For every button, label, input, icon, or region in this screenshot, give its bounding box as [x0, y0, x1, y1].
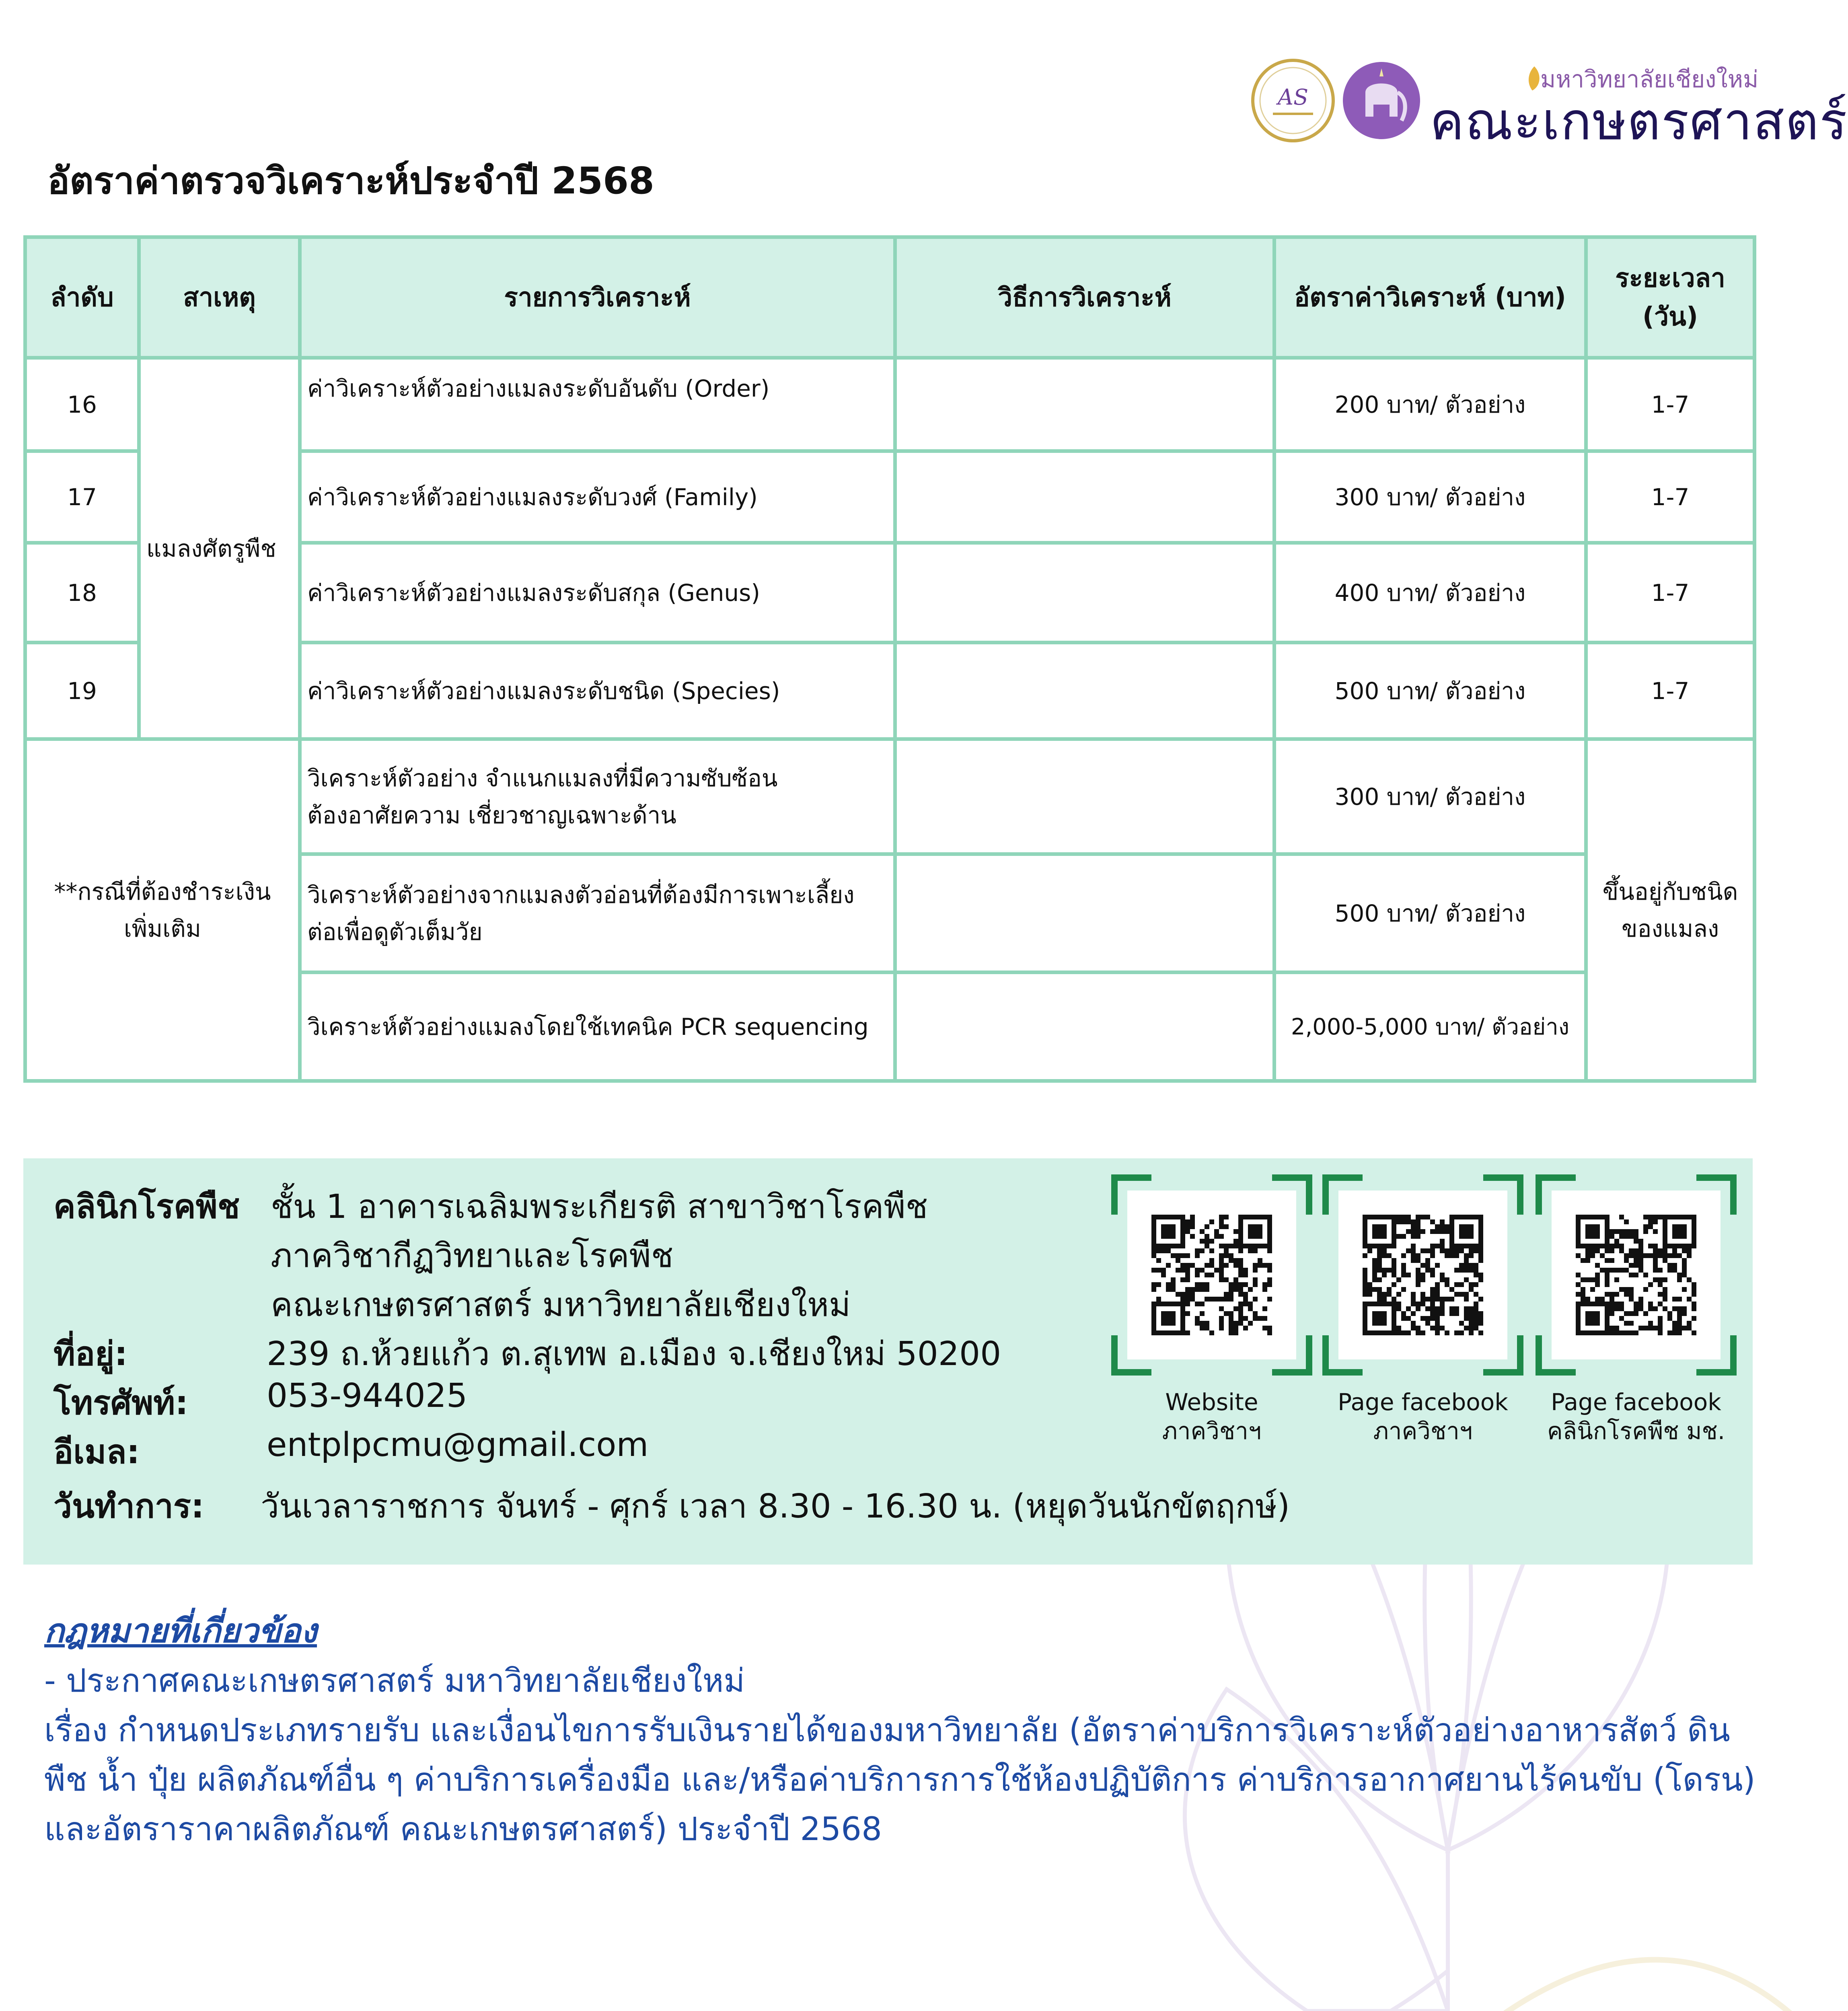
address-value: 239 ถ.ห้วยแก้ว ต.สุเทพ อ.เมือง จ.เชียงใหม่ 50200 — [267, 1335, 1001, 1373]
row-extra-group — [25, 739, 300, 1081]
row-days: 1-7 — [1586, 451, 1755, 543]
col-header-item: รายการวิเคราะห์ — [300, 237, 895, 358]
col-header-period-line1: ระยะเวลา — [1615, 263, 1725, 293]
legal-line1: - ประกาศคณะเกษตรศาสตร์ มหาวิทยาลัยเชียงใหม่ — [44, 1662, 745, 1699]
col-header-rate: อัตราค่าวิเคราะห์ (บาท) — [1274, 237, 1586, 358]
qr-caption-line2: ภาควิชาฯ — [1373, 1417, 1473, 1445]
table-header-row — [25, 237, 1755, 358]
qr-caption-line2: คลินิกโรคพืช มช. — [1547, 1417, 1725, 1445]
extra-days-line2: ของแมลง — [1621, 915, 1719, 942]
row-item: วิเคราะห์ตัวอย่างแมลงโดยใช้เทคนิค PCR sequencing — [300, 973, 895, 1081]
clinic-info-panel — [23, 1158, 1753, 1565]
hours-value: วันเวลาราชการ จันทร์ - ศุกร์ เวลา 8.30 - 16.30 น. (หยุดวันนักขัตฤกษ์) — [261, 1487, 1290, 1526]
email-value[interactable]: entplpcmu@gmail.com — [267, 1426, 649, 1464]
row-cause: แมลงศัตรูพืช — [139, 358, 300, 739]
row-rate: 500 บาท/ ตัวอย่าง — [1274, 854, 1586, 973]
col-header-cause: สาเหตุ — [139, 237, 300, 358]
fee-table — [23, 235, 1756, 1083]
row-rate: 200 บาท/ ตัวอย่าง — [1274, 358, 1586, 451]
qr-caption-line2: ภาควิชาฯ — [1162, 1417, 1262, 1445]
table-row — [25, 358, 1755, 451]
row-no: 16 — [25, 358, 139, 451]
row-days: 1-7 — [1586, 543, 1755, 643]
qr-code-website-icon[interactable] — [1111, 1174, 1312, 1376]
row-method — [895, 739, 1274, 854]
row-item — [300, 854, 895, 973]
row-method — [895, 854, 1274, 973]
legal-line4: และอัตราราคาผลิตภัณฑ์ คณะเกษตรศาสตร์) ประจำปี 2568 — [44, 1810, 882, 1848]
qr-caption-line1: Page facebook — [1338, 1388, 1508, 1416]
row-item-line1: วิเคราะห์ตัวอย่างจากแมลงตัวอ่อนที่ต้องมีการเพาะเลี้ยง — [307, 881, 855, 909]
table-row — [25, 739, 1755, 854]
qr-code-facebook-clinic-icon[interactable] — [1536, 1174, 1737, 1376]
row-rate: 2,000-5,000 บาท/ ตัวอย่าง — [1274, 973, 1586, 1081]
svg-text:AS: AS — [1278, 84, 1308, 110]
qr-caption-line1: Website — [1165, 1388, 1258, 1416]
clinic-line3: คณะเกษตรศาสตร์ มหาวิทยาลัยเชียงใหม่ — [271, 1286, 851, 1324]
qr-caption-facebook-clinic — [1536, 1388, 1737, 1446]
row-no: 19 — [25, 643, 139, 739]
row-item — [300, 739, 895, 854]
extra-group-line1: **กรณีที่ต้องชำระเงิน — [54, 878, 271, 905]
extra-group-line2: เพิ่มเติม — [123, 915, 201, 942]
legal-heading: กฎหมายที่เกี่ยวข้อง — [44, 1612, 317, 1650]
row-item-line1: วิเคราะห์ตัวอย่าง จำแนกแมลงที่มีความซับซ้อน — [307, 764, 778, 792]
row-item: ค่าวิเคราะห์ตัวอย่างแมลงระดับสกุล (Genus) — [300, 543, 895, 643]
col-header-period — [1586, 237, 1755, 358]
row-method — [895, 543, 1274, 643]
faculty-elephant-logo-icon — [1341, 60, 1422, 141]
row-method — [895, 451, 1274, 543]
page-title: อัตราค่าตรวจวิเคราะห์ประจำปี 2568 — [47, 159, 655, 202]
row-item: ค่าวิเคราะห์ตัวอย่างแมลงระดับชนิด (Species) — [300, 643, 895, 739]
row-method — [895, 358, 1274, 451]
row-extra-days — [1586, 739, 1755, 1081]
qr-caption-line1: Page facebook — [1551, 1388, 1721, 1416]
col-header-period-line2: (วัน) — [1642, 302, 1698, 332]
extra-days-line1: ขึ้นอยู่กับชนิด — [1602, 878, 1738, 905]
address-label: ที่อยู่: — [53, 1335, 128, 1373]
row-rate: 500 บาท/ ตัวอย่าง — [1274, 643, 1586, 739]
asea-logo-icon — [1249, 56, 1337, 145]
legal-line2: เรื่อง กำหนดประเภทรายรับ และเงื่อนไขการรับเงินรายได้ของมหาวิทยาลัย (อัตราค่าบริการวิเคราะห์ตัวอย่างอาหารสัตว์ ดิน — [44, 1711, 1730, 1749]
col-header-no: ลำดับ — [25, 237, 139, 358]
clinic-line1: ชั้น 1 อาคารเฉลิมพระเกียรติ สาขาวิชาโรคพืช — [271, 1188, 928, 1226]
row-item: ค่าวิเคราะห์ตัวอย่างแมลงระดับวงศ์ (Family) — [300, 451, 895, 543]
legal-line3: พืช น้ำ ปุ๋ย ผลิตภัณฑ์อื่น ๆ ค่าบริการเครื่องมือ และ/หรือค่าบริการการใช้ห้องปฏิบัติการ ค่าบริการอากาศยานไร้คนขับ (โดรน) — [44, 1761, 1755, 1798]
clinic-label: คลินิกโรคพืช — [53, 1188, 240, 1226]
hours-label: วันทำการ: — [53, 1487, 204, 1526]
row-item-line2: ต้องอาศัยความ เชี่ยวชาญเฉพาะด้าน — [307, 801, 676, 829]
row-rate: 300 บาท/ ตัวอย่าง — [1274, 739, 1586, 854]
qr-caption-website — [1111, 1388, 1312, 1446]
row-no: 18 — [25, 543, 139, 643]
row-item: ค่าวิเคราะห์ตัวอย่างแมลงระดับอันดับ (Order) — [300, 358, 895, 451]
col-header-method: วิธีการวิเคราะห์ — [895, 237, 1274, 358]
row-rate: 300 บาท/ ตัวอย่าง — [1274, 451, 1586, 543]
row-item-line2: ต่อเพื่อดูตัวเต็มวัย — [307, 918, 483, 946]
email-label: อีเมล: — [53, 1433, 140, 1471]
university-name: มหาวิทยาลัยเชียงใหม่ — [1540, 66, 1759, 93]
row-days: 1-7 — [1586, 643, 1755, 739]
row-no: 17 — [25, 451, 139, 543]
qr-code-facebook-dept-icon[interactable] — [1322, 1174, 1523, 1376]
clinic-line2: ภาควิชากีฏวิทยาและโรคพืช — [271, 1237, 674, 1275]
phone-value: 053-944025 — [267, 1377, 468, 1415]
phone-label: โทรศัพท์: — [53, 1384, 189, 1422]
qr-caption-facebook-dept — [1322, 1388, 1523, 1446]
faculty-name: คณะเกษตรศาสตร์ — [1430, 92, 1848, 152]
row-rate: 400 บาท/ ตัวอย่าง — [1274, 543, 1586, 643]
row-method — [895, 973, 1274, 1081]
row-method — [895, 643, 1274, 739]
row-days: 1-7 — [1586, 358, 1755, 451]
